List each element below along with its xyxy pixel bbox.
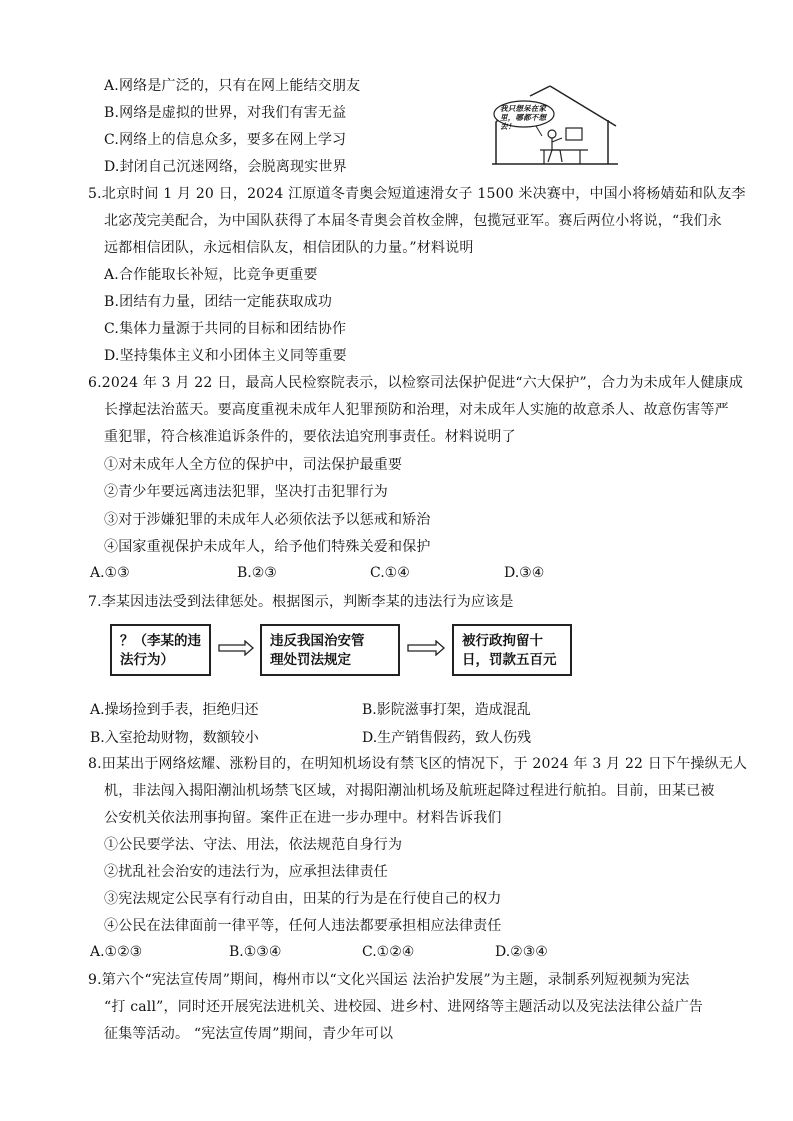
q6-option-a: A.①③ — [90, 565, 130, 581]
flow-box-violation — [260, 624, 400, 676]
q9-stem-line-2: “打 call”，同时还开展宪法进机关、进校园、进乡村、进网络等主题活动以及宪法法律公益广告 — [104, 999, 704, 1015]
q4-option-c: C.网络上的信息众多，要多在网上学习 — [104, 132, 347, 148]
flow-box-penalty — [452, 624, 572, 676]
q5-option-d: D.坚持集体主义和小团体主义同等重要 — [104, 348, 347, 364]
flow-box-unknown-line-1: ？（李某的违 — [120, 633, 201, 649]
flow-box-violation-line-1: 违反我国治安管 — [270, 633, 365, 649]
q5-stem-line-1: 5.北京时间 1 月 20 日，2024 江原道冬青奥会短道速滑女子 1500 米决赛中，中国小将杨婧茹和队友李 — [88, 186, 746, 202]
q4-option-b: B.网络是虚拟的世界，对我们有害无益 — [104, 105, 347, 121]
q8-option-a: A.①②③ — [90, 944, 143, 960]
flow-box-penalty-line-1: 被行政拘留十 — [462, 633, 543, 649]
cartoon-caption: 我只想呆在家里，哪都不想去！ — [500, 104, 547, 131]
q6-option-b: B.②③ — [237, 565, 277, 581]
flow-box-penalty-line-2: 日，罚款五百元 — [462, 652, 557, 668]
q5-stem-line-3: 远都相信团队，永远相信队友，相信团队的力量。”材料说明 — [104, 240, 474, 256]
q8-option-c: C.①②④ — [362, 944, 415, 960]
q6-option-d: D.③④ — [504, 565, 545, 581]
q5-option-a: A.合作能取长补短，比竞争更重要 — [104, 267, 318, 283]
flow-arrow-2-icon — [406, 640, 446, 656]
q8-stem-line-3: 公安机关依法刑事拘留。案件正在进一步办理中。材料告诉我们 — [104, 810, 502, 826]
q7-option-a: A.操场捡到手表，拒绝归还 — [90, 702, 259, 718]
flow-box-violation-line-2: 理处罚法规定 — [270, 652, 351, 668]
flow-arrow-1-icon — [217, 640, 255, 656]
q7-option-b: B.影院滋事打架，造成混乱 — [362, 702, 531, 718]
q9-stem-line-1: 9.第六个“宪法宣传周”期间，梅州市以“文化兴国运 法治护发展”为主题，录制系列短视频为宪法 — [88, 972, 690, 988]
q8-item-3: ③宪法规定公民享有行动自由，田某的行为是在行使自己的权力 — [104, 891, 502, 907]
q8-stem-line-1: 8.田某出于网络炫耀、涨粉目的，在明知机场设有禁飞区的情况下，于 2024 年 3 月 22 日下午操纵无人 — [88, 756, 748, 772]
q7-option-c: B.入室抢劫财物，数额较小 — [90, 730, 259, 746]
q6-item-3: ③对于涉嫌犯罪的未成年人必须依法予以惩戒和矫治 — [104, 512, 431, 528]
q8-option-b: B.①③④ — [229, 944, 282, 960]
q8-stem-line-2: 机，非法闯入揭阳潮汕机场禁飞区域，对揭阳潮汕机场及航班起降过程进行航拍。目前，田某已被 — [104, 783, 715, 799]
q5-option-c: C.集体力量源于共同的目标和团结协作 — [104, 321, 347, 337]
q8-option-d: D.②③④ — [495, 944, 548, 960]
q8-item-4: ④公民在法律面前一律平等，任何人违法都要承担相应法律责任 — [104, 918, 502, 934]
q6-item-4: ④国家重视保护未成年人，给予他们特殊关爱和保护 — [104, 539, 431, 555]
q8-item-2: ②扰乱社会治安的违法行为，应承担法律责任 — [104, 864, 388, 880]
q7-stem: 7.李某因违法受到法律惩处。根据图示，判断李某的违法行为应该是 — [88, 594, 514, 610]
flow-box-unknown-line-2: 法行为） — [120, 652, 174, 668]
flow-box-unknown — [110, 624, 211, 676]
q8-item-1: ①公民要学法、守法、用法，依法规范自身行为 — [104, 837, 403, 853]
q6-stem-line-2: 长撑起法治蓝天。要高度重视未成年人犯罪预防和治理，对未成年人实施的故意杀人、故意伤害等严 — [104, 402, 729, 418]
q4-option-d: D.封闭自己沉迷网络，会脱离现实世界 — [104, 159, 347, 175]
q6-item-1: ①对未成年人全方位的保护中，司法保护最重要 — [104, 457, 403, 473]
q6-option-c: C.①④ — [370, 565, 410, 581]
q9-stem-line-3: 征集等活动。 “宪法宣传周”期间，青少年可以 — [104, 1026, 394, 1042]
q6-stem-line-1: 6.2024 年 3 月 22 日，最高人民检察院表示，以检察司法保护促进“六大保护”，合力为未成年人健康成 — [88, 375, 744, 391]
q7-option-d: D.生产销售假药，致人伤残 — [362, 730, 532, 746]
q5-stem-line-2: 北宓茂完美配合，为中国队获得了本届冬青奥会首枚金牌，包揽冠亚军。赛后两位小将说，“我们永 — [104, 213, 722, 229]
q5-option-b: B.团结有力量，团结一定能获取成功 — [104, 294, 333, 310]
q6-stem-line-3: 重犯罪，符合核准追诉条件的，要依法追究刑事责任。材料说明了 — [104, 429, 516, 445]
q6-item-2: ②青少年要远离违法犯罪，坚决打击犯罪行为 — [104, 484, 388, 500]
q4-option-a: A.网络是广泛的，只有在网上能结交朋友 — [104, 78, 361, 94]
